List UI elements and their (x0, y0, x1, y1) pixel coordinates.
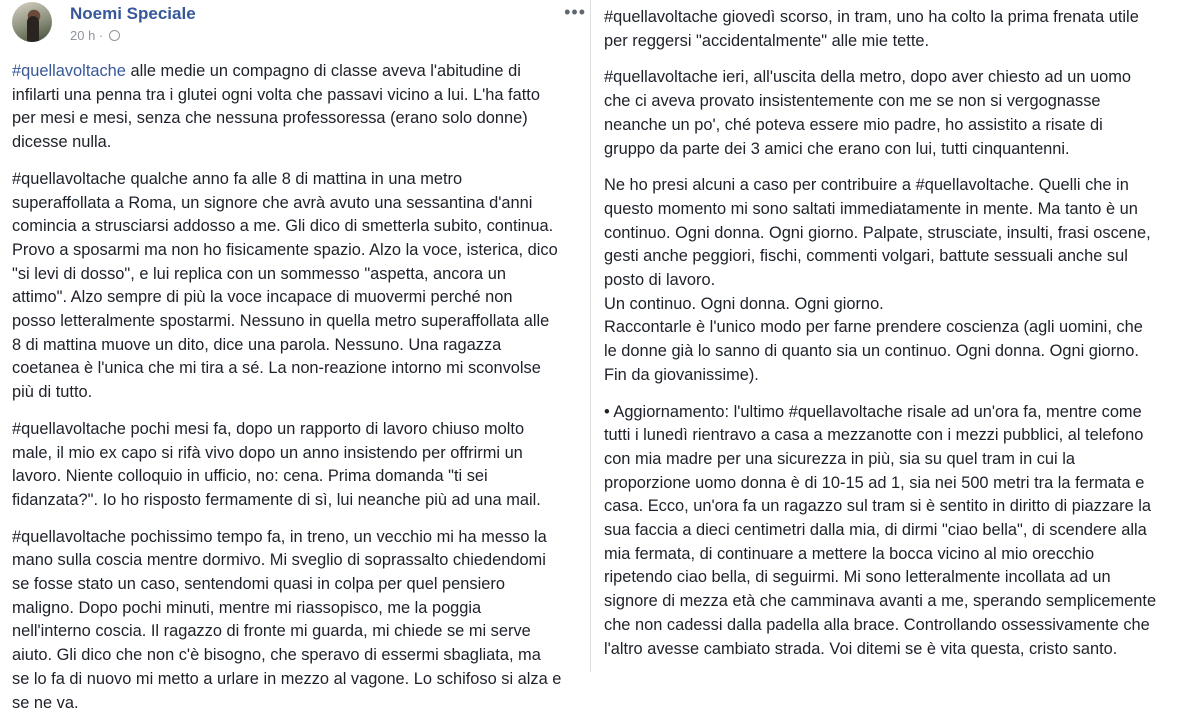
globe-icon (109, 30, 120, 41)
left-column (0, 0, 591, 712)
paragraph-5: #quellavoltache giovedì scorso, in tram, uno ha colto la prima frenata utile per reggersi "accidentalmente" alle mie tette. (604, 8, 1139, 50)
paragraph-8: • Aggiornamento: l'ultimo #quellavoltache risale ad un'ora fa, mentre come tutti i lunedì rientravo a casa a mezzanotte con i mezzi pubblici, al telefono con mia madre per una sicurezza in più, sia su quel tram in cui la proporzione uomo donna è di 10-15 ad 1, sia nei 500 metri tra la fermata e casa. Ecco, un'ora fa un ragazzo sul tram si è sentito in diritto di piazzare la sua faccia a dieci centimetri dalla mia, di dirmi "ciao bella", di scendere alla mia fermata, di continuare a mettere la bocca vicino al mio orecchio ripetendo ciao bella, di seguirmi. Mi sono letteralmente incollata ad un signore di mezza età che camminava avanti a me, sperando semplicemente che non cadessi dalla padella alla brace. Controllando ossessivamente che l'altro avesse cambiato strada. Voi ditemi se è vita questa, cristo santo. (604, 402, 1157, 658)
more-options-icon[interactable]: ••• (564, 2, 586, 22)
paragraph-2: #quellavoltache qualche anno fa alle 8 di mattina in una metro superaffollata a Roma, un signore che avrà avuto una sessantina d'anni comincia a strusciarsi addosso a me. Gli dico di smetterla subito, continua. Provo a sposarmi ma non ho fisicamente spazio. Alzo la voce, isterica, dico "si levi di dosso", e lui replica con un sommesso "aspetta, ancora un attimo". Alzo sempre di più la voce incapace di muovermi perché non posso letteralmente spostarmi. Nessuno in quella metro superaffollata alle 8 di mattina muove un dito, dice una parola. Nessuno. Una ragazza coetanea è l'unica che mi tira a sé. La non-reazione intorno mi sconvolse più di tutto. (12, 169, 558, 402)
paragraph-1 (12, 60, 582, 155)
post-body-left (12, 60, 582, 728)
avatar[interactable] (12, 2, 52, 42)
avatar-figure (27, 16, 39, 42)
paragraph-7: Ne ho presi alcuni a caso per contribuire a #quellavoltache. Quelli che in questo momento mi sono saltati immediatamente in mente. Ma tanto è un continuo. Ogni donna. Ogni giorno. Palpate, strusciate, insulti, frasi oscene, gesti anche peggiori, fischi, commenti volgari, battute sessuali anche sul posto di lavoro. Un continuo. Ogni donna. Ogni giorno. Raccontarle è l'unico modo per farne prendere coscienza (agli uomini, che le donne già lo sanno di quanto sia un continuo. Ogni donna. Ogni giorno. Fin da giovanissime). (604, 176, 1151, 384)
paragraph-1-text: alle medie un compagno di classe aveva l'abitudine di infilarti una penna tra i glutei ogni volta che passavi vicino a lui. L'ha fatto per mesi e mesi, senza che nessuna professoressa (erano solo donne) dicesse nulla. (12, 62, 540, 152)
post-timestamp[interactable]: 20 h · (70, 28, 104, 43)
author-name[interactable]: Noemi Speciale (70, 4, 196, 23)
paragraph-4: #quellavoltache pochissimo tempo fa, in treno, un vecchio mi ha messo la mano sulla coscia mentre dormivo. Mi sveglio di soprassalto chiedendomi se fosse stato un caso, sentendomi quasi in colpa per quel pensiero maligno. Dopo pochi minuti, mentre mi riassopisco, me la poggia nell'interno coscia. Il ragazzo di fronte mi guarda, mi chiede se mi serve aiuto. Gli dico che non c'è bisogno, che speravo di essermi sbagliata, ma se lo fa di nuovo mi metto a urlare in mezzo al vagone. Lo schifoso si alza e se ne va. (12, 527, 562, 712)
paragraph-6: #quellavoltache ieri, all'uscita della metro, dopo aver chiesto ad un uomo che ci aveva provato insistentemente con me se non si vergognasse neanche un po', ché poteva essere mio padre, ho assistito a risate di gruppo da parte dei 3 amici che erano con lui, tutti cinquantenni. (604, 68, 1132, 158)
post-meta (70, 28, 120, 43)
hashtag-link[interactable]: #quellavoltache (12, 62, 126, 80)
post-header (0, 0, 590, 52)
post-body-right (604, 6, 1200, 672)
right-column (591, 0, 1200, 672)
paragraph-3: #quellavoltache pochi mesi fa, dopo un rapporto di lavoro chiuso molto male, il mio ex capo si rifà vivo dopo un anno insistendo per offrirmi un lavoro. Niente colloquio in ufficio, no: cena. Prima domanda "ti sei fidanzata?". Io ho risposto fermamente di sì, lui neanche più ad una mail. (12, 419, 541, 509)
